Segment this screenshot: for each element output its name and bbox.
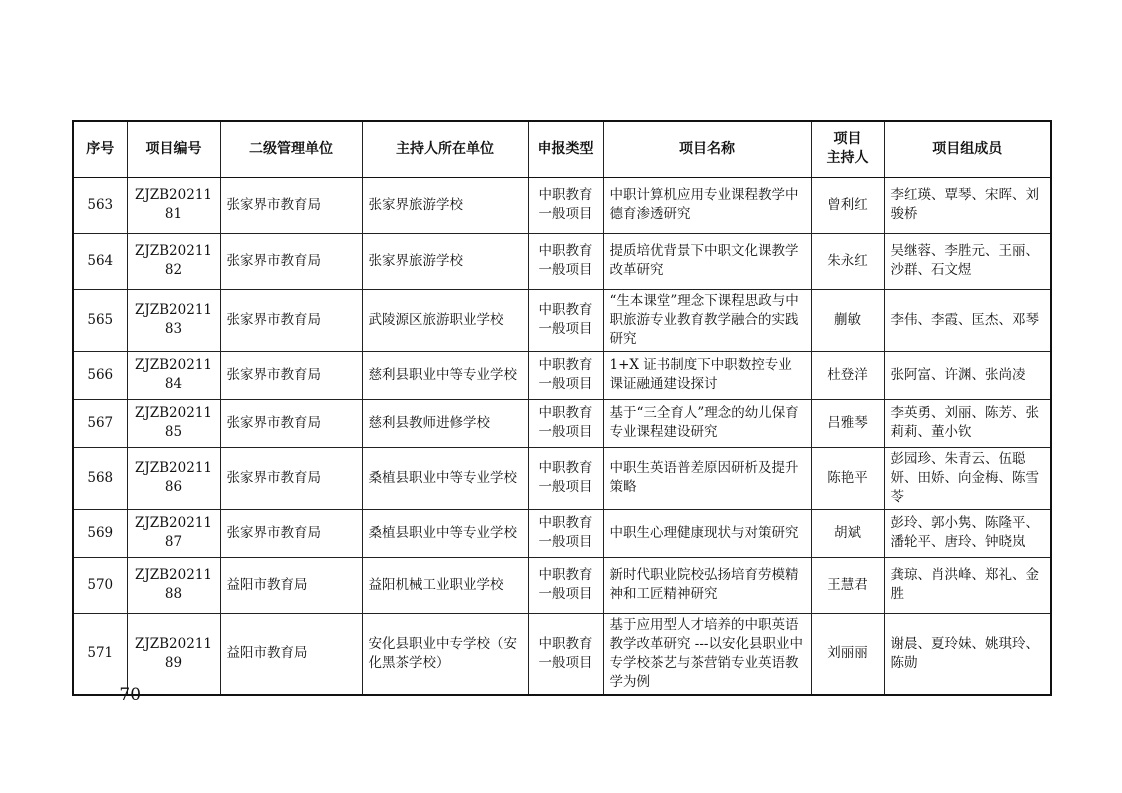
project-name-cell: 基于应用型人才培养的中职英语教学改革研究 ---以安化县职业中专学校茶艺与茶营销专业英语教学为例 [603,613,811,695]
row-number-cell: 570 [73,557,127,613]
management-unit-cell: 益阳市教育局 [220,557,362,613]
application-type-cell: 中职教育一般项目 [528,509,603,557]
project-name-cell: 提质培优背景下中职文化课教学改革研究 [603,233,811,289]
management-unit-cell: 张家界市教育局 [220,399,362,447]
management-unit-cell: 张家界市教育局 [220,447,362,509]
row-number-cell: 563 [73,177,127,233]
management-unit-cell: 张家界市教育局 [220,177,362,233]
table-row [73,289,1051,351]
host-unit-cell: 桑植县职业中等专业学校 [362,509,528,557]
project-name-cell: 新时代职业院校弘扬培育劳模精神和工匠精神研究 [603,557,811,613]
header-cell: 序号 [73,121,127,177]
team-members-cell: 李红瑛、覃琴、宋晖、刘骏桥 [884,177,1051,233]
project-host-cell: 陈艳平 [811,447,884,509]
application-type-cell: 中职教育一般项目 [528,351,603,399]
row-number-cell: 568 [73,447,127,509]
team-members-cell: 龚琼、肖洪峰、郑礼、金胜 [884,557,1051,613]
table-row [73,233,1051,289]
application-type-cell: 中职教育一般项目 [528,399,603,447]
table-row [73,351,1051,399]
management-unit-cell: 张家界市教育局 [220,351,362,399]
host-unit-cell: 桑植县职业中等专业学校 [362,447,528,509]
row-number-cell: 569 [73,509,127,557]
project-host-cell: 吕雅琴 [811,399,884,447]
table-row [73,399,1051,447]
table-row [73,447,1051,509]
table-row [73,509,1051,557]
team-members-cell: 李伟、李霞、匡杰、邓琴 [884,289,1051,351]
project-code-cell: ZJZB2021189 [127,613,220,695]
host-unit-cell: 张家界旅游学校 [362,233,528,289]
row-number-cell: 564 [73,233,127,289]
project-code-cell: ZJZB2021185 [127,399,220,447]
project-name-cell: 基于“三全育人”理念的幼儿保育专业课程建设研究 [603,399,811,447]
header-cell: 申报类型 [528,121,603,177]
team-members-cell: 张阿富、许渊、张尚凌 [884,351,1051,399]
project-host-cell: 胡斌 [811,509,884,557]
host-unit-cell: 安化县职业中专学校（安化黑茶学校） [362,613,528,695]
application-type-cell: 中职教育一般项目 [528,289,603,351]
project-code-cell: ZJZB2021188 [127,557,220,613]
team-members-cell: 彭园珍、朱青云、伍聪妍、田娇、向金梅、陈雪苓 [884,447,1051,509]
host-unit-cell: 慈利县职业中等专业学校 [362,351,528,399]
header-cell: 主持人所在单位 [362,121,528,177]
project-host-cell: 曾利红 [811,177,884,233]
project-code-cell: ZJZB2021186 [127,447,220,509]
team-members-cell: 吴继蓉、李胜元、王丽、沙群、石文煜 [884,233,1051,289]
project-host-cell: 朱永红 [811,233,884,289]
team-members-cell: 彭玲、郭小隽、陈隆平、潘轮平、唐玲、钟晓岚 [884,509,1051,557]
team-members-cell: 李英勇、刘丽、陈芳、张莉莉、董小钦 [884,399,1051,447]
project-name-cell: 中职生英语普差原因研析及提升策略 [603,447,811,509]
project-name-cell: 中职生心理健康现状与对策研究 [603,509,811,557]
project-host-cell: 刘丽丽 [811,613,884,695]
table-header-row [73,121,1051,177]
header-cell: 项目 主持人 [811,121,884,177]
project-host-cell: 杜登洋 [811,351,884,399]
project-name-cell: “生本课堂”理念下课程思政与中职旅游专业教育教学融合的实践研究 [603,289,811,351]
table-row [73,557,1051,613]
row-number-cell: 566 [73,351,127,399]
application-type-cell: 中职教育一般项目 [528,613,603,695]
table-row [73,177,1051,233]
project-name-cell: 中职计算机应用专业课程教学中德育渗透研究 [603,177,811,233]
application-type-cell: 中职教育一般项目 [528,447,603,509]
application-type-cell: 中职教育一般项目 [528,557,603,613]
page-number: — 70 — [97,685,164,705]
application-type-cell: 中职教育一般项目 [528,233,603,289]
team-members-cell: 谢晨、夏玲妹、姚琪玲、陈勋 [884,613,1051,695]
table-row [73,613,1051,695]
project-code-cell: ZJZB2021183 [127,289,220,351]
management-unit-cell: 张家界市教育局 [220,289,362,351]
management-unit-cell: 张家界市教育局 [220,233,362,289]
project-name-cell: 1+X 证书制度下中职数控专业课证融通建设探讨 [603,351,811,399]
host-unit-cell: 益阳机械工业职业学校 [362,557,528,613]
project-code-cell: ZJZB2021184 [127,351,220,399]
application-type-cell: 中职教育一般项目 [528,177,603,233]
row-number-cell: 571 [73,613,127,695]
project-host-cell: 王慧君 [811,557,884,613]
project-code-cell: ZJZB2021181 [127,177,220,233]
row-number-cell: 565 [73,289,127,351]
project-table [72,120,1052,696]
management-unit-cell: 张家界市教育局 [220,509,362,557]
project-code-cell: ZJZB2021187 [127,509,220,557]
project-host-cell: 蒯敏 [811,289,884,351]
header-cell: 二级管理单位 [220,121,362,177]
header-cell: 项目组成员 [884,121,1051,177]
host-unit-cell: 武陵源区旅游职业学校 [362,289,528,351]
host-unit-cell: 张家界旅游学校 [362,177,528,233]
host-unit-cell: 慈利县教师进修学校 [362,399,528,447]
management-unit-cell: 益阳市教育局 [220,613,362,695]
header-cell: 项目编号 [127,121,220,177]
row-number-cell: 567 [73,399,127,447]
table-body [73,177,1051,695]
header-cell: 项目名称 [603,121,811,177]
project-code-cell: ZJZB2021182 [127,233,220,289]
